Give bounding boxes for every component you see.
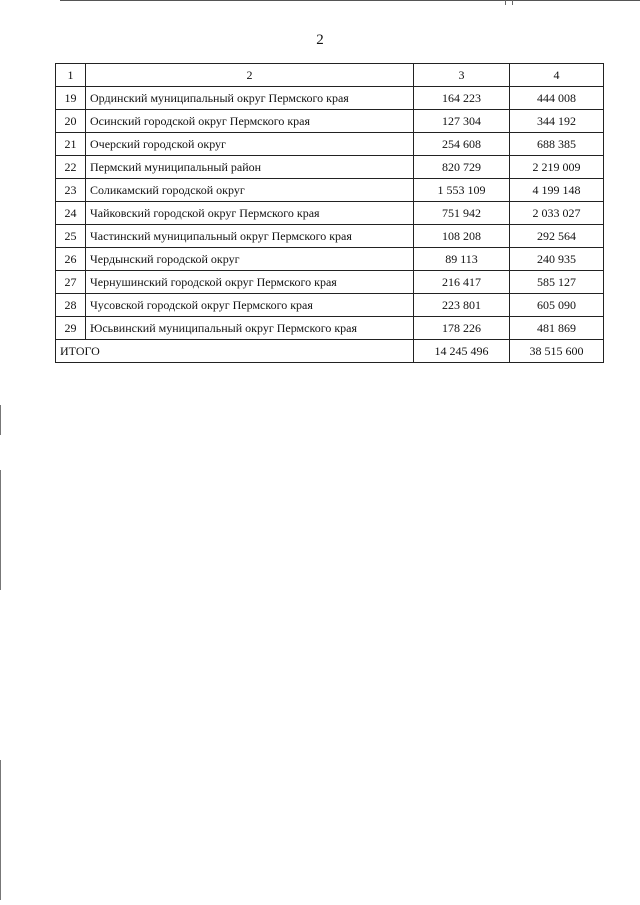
- table-row: [56, 294, 604, 317]
- total-value-column-3: 14 245 496: [414, 340, 510, 363]
- row-number: 26: [56, 248, 86, 271]
- value-column-3: 89 113: [414, 248, 510, 271]
- table-row: [56, 317, 604, 340]
- column-header-4: 4: [510, 64, 604, 87]
- row-number: 19: [56, 87, 86, 110]
- row-number: 25: [56, 225, 86, 248]
- row-number: 27: [56, 271, 86, 294]
- row-number: 23: [56, 179, 86, 202]
- value-column-4: 605 090: [510, 294, 604, 317]
- column-header-3: 3: [414, 64, 510, 87]
- municipality-name: Чайковский городской округ Пермского края: [86, 202, 414, 225]
- scan-edge-left: [0, 470, 1, 590]
- table-row: [56, 179, 604, 202]
- municipality-name: Ординский муниципальный округ Пермского края: [86, 87, 414, 110]
- table-row: [56, 110, 604, 133]
- table-row: [56, 225, 604, 248]
- scan-border-top: [60, 0, 640, 1]
- value-column-4: 688 385: [510, 133, 604, 156]
- scan-edge-left: [0, 760, 1, 900]
- value-column-3: 820 729: [414, 156, 510, 179]
- municipality-name: Пермский муниципальный район: [86, 156, 414, 179]
- municipality-name: Соликамский городской округ: [86, 179, 414, 202]
- value-column-4: 2 033 027: [510, 202, 604, 225]
- value-column-3: 1 553 109: [414, 179, 510, 202]
- table-header-row: [56, 64, 604, 87]
- value-column-4: 2 219 009: [510, 156, 604, 179]
- value-column-3: 127 304: [414, 110, 510, 133]
- row-number: 29: [56, 317, 86, 340]
- column-header-2: 2: [86, 64, 414, 87]
- municipality-name: Чердынский городской округ: [86, 248, 414, 271]
- table-body: [56, 64, 604, 363]
- value-column-3: 178 226: [414, 317, 510, 340]
- total-label: ИТОГО: [56, 340, 414, 363]
- total-value-column-4: 38 515 600: [510, 340, 604, 363]
- row-number: 22: [56, 156, 86, 179]
- value-column-3: 216 417: [414, 271, 510, 294]
- scan-edge-left: [0, 405, 1, 435]
- value-column-4: 292 564: [510, 225, 604, 248]
- table-row: [56, 133, 604, 156]
- value-column-3: 751 942: [414, 202, 510, 225]
- value-column-3: 108 208: [414, 225, 510, 248]
- municipality-name: Чусовской городской округ Пермского края: [86, 294, 414, 317]
- municipality-name: Юсьвинский муниципальный округ Пермского края: [86, 317, 414, 340]
- row-number: 20: [56, 110, 86, 133]
- value-column-4: 344 192: [510, 110, 604, 133]
- value-column-4: 4 199 148: [510, 179, 604, 202]
- value-column-4: 481 869: [510, 317, 604, 340]
- table-row: [56, 248, 604, 271]
- value-column-4: 585 127: [510, 271, 604, 294]
- table-row: [56, 156, 604, 179]
- value-column-3: 164 223: [414, 87, 510, 110]
- municipality-name: Очерский городской округ: [86, 133, 414, 156]
- page-number: 2: [316, 32, 324, 48]
- column-header-1: 1: [56, 64, 86, 87]
- row-number: 24: [56, 202, 86, 225]
- value-column-4: 240 935: [510, 248, 604, 271]
- total-row: [56, 340, 604, 363]
- table-row: [56, 202, 604, 225]
- value-column-3: 223 801: [414, 294, 510, 317]
- municipality-name: Осинский городской округ Пермского края: [86, 110, 414, 133]
- table-row: [56, 87, 604, 110]
- row-number: 28: [56, 294, 86, 317]
- data-table: [55, 63, 604, 363]
- value-column-3: 254 608: [414, 133, 510, 156]
- municipality-name: Чернушинский городской округ Пермского края: [86, 271, 414, 294]
- table-row: [56, 271, 604, 294]
- value-column-4: 444 008: [510, 87, 604, 110]
- row-number: 21: [56, 133, 86, 156]
- scan-mark: [505, 0, 506, 5]
- scan-mark: [512, 0, 513, 5]
- municipality-name: Частинский муниципальный округ Пермского края: [86, 225, 414, 248]
